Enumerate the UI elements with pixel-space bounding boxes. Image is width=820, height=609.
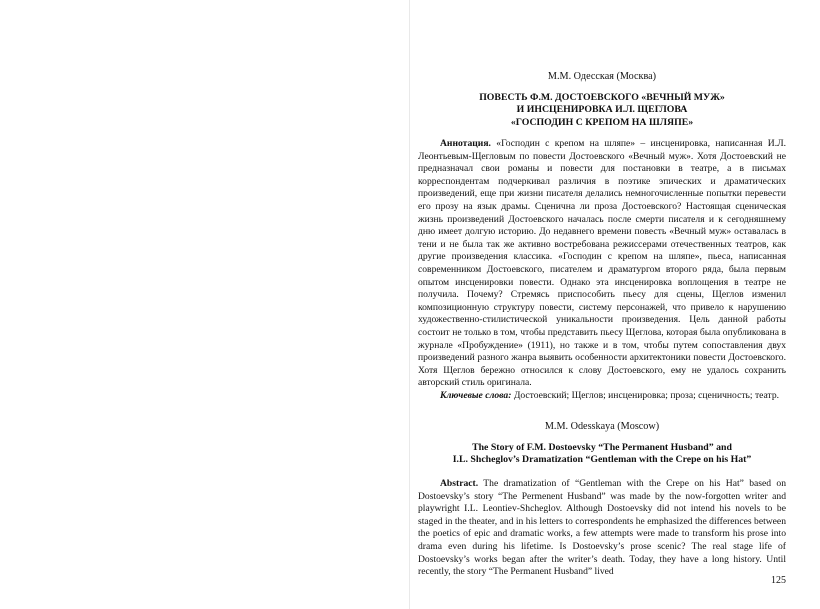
- annotation-paragraph: [418, 138, 786, 390]
- annotation-text: «Господин с крепом на шляпе» – инсценировка, написанная И.Л. Леонтьевым-Щегловым по повести Достоевского «Вечный муж». Хотя Достоевский не предназначал свои романы и повести для постановки в театре, а в письмах корреспондентам подчеркивал различия в поэтике эпических и драматических произведений, еще при жизни писателя делались немногочисленные попытки перевести его прозу на язык драмы. Сценична ли проза Достоевского? Настоящая сценическая жизнь произведений Достоевского началась после смерти писателя и к сегодняшнему дню имеет долгую историю. До недавнего времени повесть «Вечный муж» оставалась в тени и не была так же активно востребована режиссерами отечественных театров, как другие произведения классика. «Господин с крепом на шляпе», пьеса, написанная современником Достоевского, писателем и драматургом второго ряда, была первым опытом инсценировки повести. Однако эта инсценировка воплощения в театре не получила. Почему? Стремясь приспособить пьесу для сцены, Щеглов изменил композиционную структуру повести, систему персонажей, что привело к нарушению художественно-стилистической уникальности произведения. Цель данной работы состоит не только в том, чтобы представить пьесу Щеглова, которая была опубликована в журнале «Пробуждение» (1911), но также и в том, чтобы путем сопоставления двух произведений разного жанра выявить особенности архитектоники повести Достоевского. Хотя Щеглов бережно относился к слову Достоевского, ему не удалось сохранить авторский стиль оригинала.: [418, 138, 786, 389]
- annotation-label: Аннотация.: [440, 138, 491, 149]
- page-number: 125: [771, 575, 786, 586]
- author-english: M.M. Odesskaya (Moscow): [544, 421, 660, 432]
- author-russian: М.М. Одесская (Москва): [547, 71, 657, 82]
- title-line: ПОВЕСТЬ Ф.М. ДОСТОЕВСКОГО «ВЕЧНЫЙ МУЖ»: [479, 92, 725, 103]
- title-line: I.L. Shcheglov’s Dramatization “Gentleman with the Crepe on his Hat”: [452, 454, 752, 466]
- title-english: [418, 442, 786, 467]
- keywords-label: Ключевые слова:: [440, 389, 512, 401]
- title-line: The Story of F.M. Dostoevsky “The Permanent Husband” and: [472, 442, 732, 453]
- abstract-block: [418, 478, 786, 579]
- keywords-paragraph: [418, 390, 786, 403]
- abstract-text: The dramatization of “Gentleman with the Crepe on his Hat” based on Dostoevsky’s story “The Permenent Husband” was made by the now-forgotten writer and playwright I.L. Leontiev-Shcheglov. Although Dostoevsky did not intend his novels to be staged in the theater, and in his letters to correspondents he emphasized the differences between the poetics of epic and dramatic works, a few attempts were made to transform his prose into drama even during his lifetime. Is Dostoevsky’s prose scenic? The real stage life of Dostoevsky’s works began after the writer’s death. Today, they have a long history. Until recently, the story “The Permanent Husband” lived: [418, 478, 786, 578]
- annotation-block: [418, 138, 786, 402]
- keywords-text: Достоевский; Щеглов; инсценировка; проза; сценичность; театр.: [513, 389, 780, 401]
- title-line: И ИНСЦЕНИРОВКА И.Л. ЩЕГЛОВА: [516, 104, 688, 116]
- page-divider: [409, 0, 410, 609]
- title-line: «ГОСПОДИН С КРЕПОМ НА ШЛЯПЕ»: [510, 116, 694, 128]
- title-russian: [418, 92, 786, 129]
- abstract-paragraph: [418, 478, 786, 579]
- abstract-label: Abstract.: [440, 478, 479, 489]
